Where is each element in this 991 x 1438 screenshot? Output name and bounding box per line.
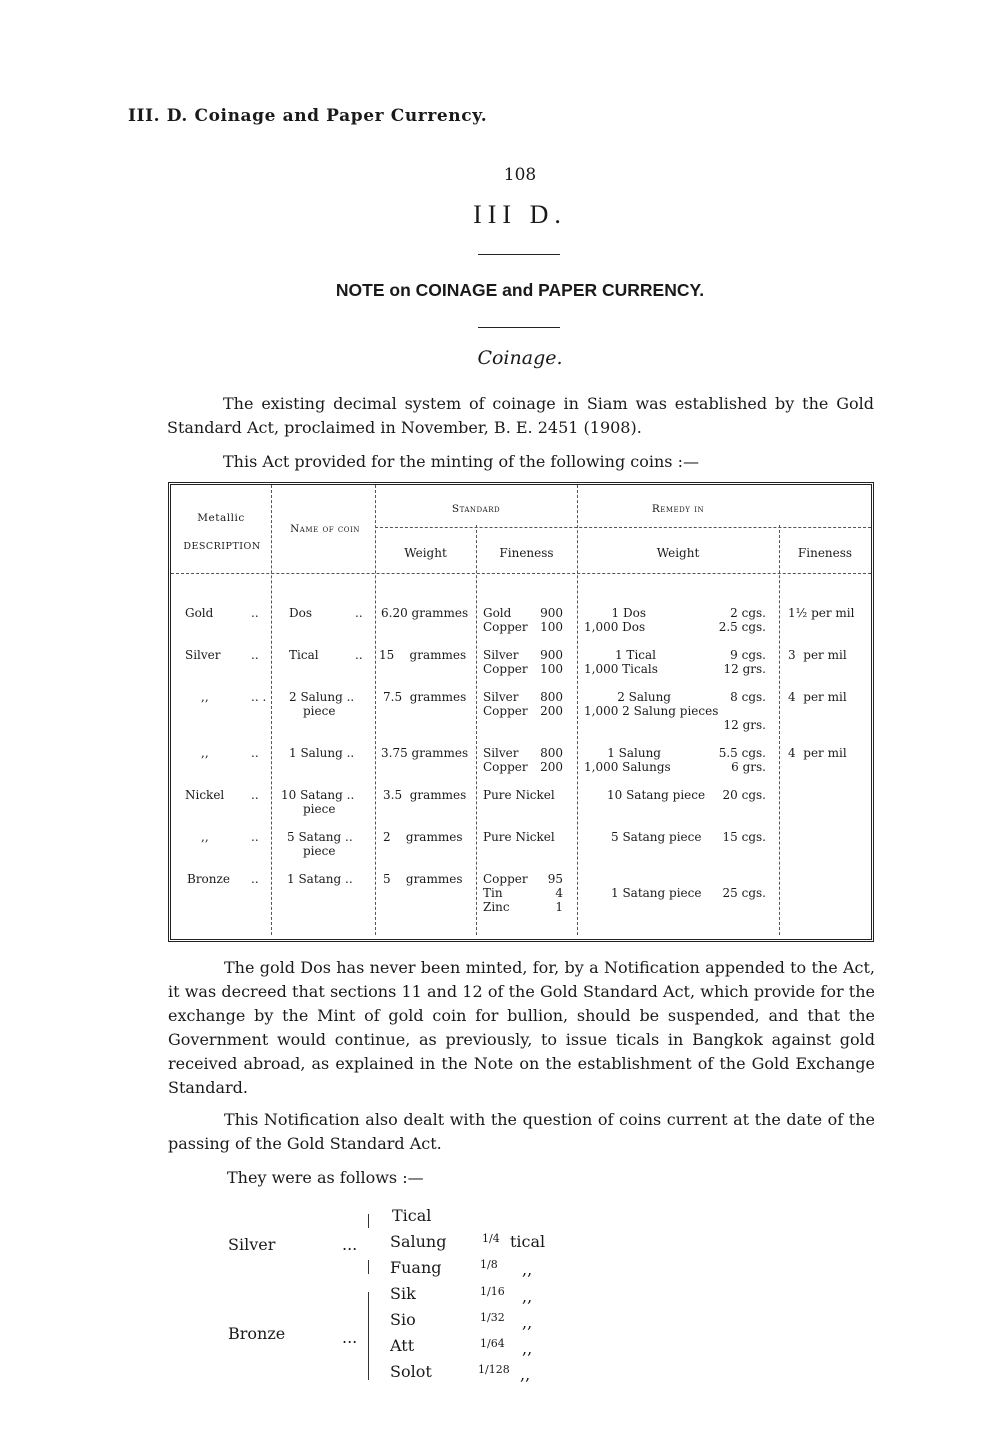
coinage-table (168, 482, 874, 942)
cell-remedy-weight-label: 1 Satang piece (611, 886, 702, 900)
cell-dots: .. (355, 606, 363, 620)
body-paragraph: They were as follows :— (227, 1168, 424, 1187)
header-metallic: Metallic (197, 512, 245, 524)
divider-rule (478, 254, 560, 255)
header-remedy-weight: Weight (656, 546, 700, 560)
cell-metal: ,, (201, 830, 209, 844)
cell-remedy-weight-value: 12 grs. (723, 718, 766, 732)
cell-coin-name: 5 Satang .. (287, 830, 353, 844)
bronze-brace (368, 1292, 369, 1380)
section-label: III D. (473, 200, 567, 229)
silver-brace (368, 1260, 369, 1274)
column-divider (476, 525, 477, 935)
header-weight: Weight (404, 546, 447, 560)
divider-rule (478, 327, 560, 328)
cell-remedy-weight-label: 1 Dos (611, 606, 646, 620)
cell-metal: Bronze (187, 872, 230, 886)
cell-dots: .. (251, 872, 259, 886)
cell-coin-name: Dos (289, 606, 313, 620)
intro-paragraph-2: This Act provided for the minting of the following coins :— (223, 452, 699, 471)
coin-unit: ,, (522, 1339, 533, 1358)
cell-fine-value: 800 (540, 746, 563, 760)
cell-fine-metal: Pure Nickel (483, 830, 555, 844)
cell-weight: 3.75 grammes (381, 746, 469, 760)
cell-dots: .. . (251, 690, 267, 704)
cell-coin-name: Tical (289, 648, 319, 662)
coin-name: Fuang (390, 1258, 442, 1277)
cell-fine-metal: Copper (483, 872, 528, 886)
cell-fine-value: 100 (540, 620, 563, 634)
cell-remedy-weight-label: 1,000 2 Salung pieces (584, 704, 719, 718)
cell-dots: .. (251, 606, 259, 620)
body-paragraph: The gold Dos has never been minted, for, by a Notification appended to the Act, it was decreed that sections 11 and 12 of the Gold Standard Act, which provide for the exchange by the Mint of gold coin for bullion, should be suspended, and that the Government would continue, as previously, to issue ticals in Bangkok against gold received abroad, as explained in the Note on the establishment of the Gold Exchange Standard. (168, 958, 875, 1097)
coin-fraction: 1/128 (478, 1363, 510, 1376)
silver-label: Silver (228, 1235, 276, 1254)
cell-coin-name: 1 Salung .. (289, 746, 355, 760)
body-paragraph: This Notification also dealt with the question of coins current at the date of the passing of the Gold Standard Act. (168, 1110, 875, 1153)
cell-weight: 3.5 grammes (383, 788, 467, 802)
coin-unit: ,, (522, 1313, 533, 1332)
cell-remedy-weight-value: 5.5 cgs. (718, 746, 766, 760)
cell-remedy-weight-value: 9 cgs. (730, 648, 766, 662)
cell-weight: 7.5 grammes (383, 690, 467, 704)
coin-name: Sik (390, 1284, 416, 1303)
cell-coin-name-cont: piece (303, 844, 336, 858)
cell-remedy-weight-label: 1 Tical (614, 648, 656, 662)
running-head: III. D. Coinage and Paper Currency. (128, 106, 488, 126)
header-name-of-coin: Name of coin (290, 523, 360, 535)
cell-fine-metal: Copper (483, 760, 528, 774)
cell-fine-value: 4 (555, 886, 563, 900)
cell-dots: .. (355, 648, 363, 662)
header-description: DESCRIPTION (183, 541, 261, 552)
coin-name: Tical (392, 1206, 432, 1225)
cell-remedy-weight-label: 1,000 Ticals (584, 662, 658, 676)
coin-name: Salung (390, 1232, 447, 1251)
cell-remedy-weight-value: 6 grs. (731, 760, 766, 774)
cell-fine-metal: Copper (483, 620, 528, 634)
cell-fine-value: 100 (540, 662, 563, 676)
coin-fraction: 1/32 (480, 1311, 505, 1324)
cell-remedy-weight-label: 1,000 Dos (584, 620, 646, 634)
coin-fraction: 1/8 (480, 1258, 498, 1271)
coin-fraction: 1/64 (480, 1337, 505, 1350)
cell-dots: .. (251, 788, 259, 802)
cell-dots: .. (251, 830, 259, 844)
cell-remedy-weight-label: 1,000 Salungs (584, 760, 671, 774)
cell-fine-value: 200 (540, 760, 563, 774)
note-title: NOTE on COINAGE and PAPER CURRENCY. (335, 280, 705, 300)
cell-fine-value: 900 (540, 648, 563, 662)
intro-paragraph: The existing decimal system of coinage in Siam was established by the Gold Standard Act, proclaimed in November, B. E. 2451 (1908). (167, 394, 874, 437)
leader-dots: ... (342, 1328, 358, 1347)
cell-metal: Gold (185, 606, 214, 620)
cell-remedy-fineness: 3 per mil (788, 648, 847, 662)
cell-fine-metal: Silver (483, 690, 519, 704)
header-standard: Standard (451, 503, 501, 515)
coin-unit: tical (510, 1232, 546, 1251)
page-number: 108 (503, 165, 537, 185)
subtitle: Coinage. (477, 347, 563, 369)
leader-dots: ... (342, 1235, 358, 1254)
cell-dots: .. (251, 648, 259, 662)
header-remedy-fineness: Fineness (797, 546, 853, 560)
header-rule (171, 573, 871, 574)
cell-remedy-weight-label: 5 Satang piece (611, 830, 702, 844)
cell-metal: ,, (201, 690, 209, 704)
column-divider (271, 485, 272, 935)
header-remedy-in: Remedy in (651, 503, 705, 515)
cell-remedy-weight-value: 25 cgs. (722, 886, 766, 900)
cell-remedy-weight-value: 8 cgs. (730, 690, 766, 704)
header-fineness: Fineness (499, 546, 554, 560)
cell-remedy-weight-value: 15 cgs. (722, 830, 766, 844)
cell-remedy-fineness: 1½ per mil (788, 606, 855, 620)
cell-metal: ,, (201, 746, 209, 760)
coin-fraction: 1/16 (480, 1285, 505, 1298)
cell-fine-metal: Copper (483, 662, 528, 676)
coin-name: Sio (390, 1310, 416, 1329)
coin-fraction: 1/4 (482, 1232, 500, 1245)
cell-fine-metal: Silver (483, 746, 519, 760)
cell-remedy-weight-value: 2 cgs. (730, 606, 766, 620)
coin-unit: ,, (522, 1287, 533, 1306)
cell-coin-name: 1 Satang .. (287, 872, 353, 886)
cell-coin-name-cont: piece (303, 704, 336, 718)
silver-brace (368, 1214, 369, 1228)
header-rule (375, 527, 871, 528)
cell-fine-metal: Gold (483, 606, 512, 620)
cell-fine-metal: Zinc (483, 900, 510, 914)
coin-name: Att (390, 1336, 415, 1355)
cell-remedy-weight-label: 1 Salung (607, 746, 661, 760)
cell-fine-metal: Copper (483, 704, 528, 718)
column-divider (779, 525, 780, 935)
cell-remedy-weight-value: 2.5 cgs. (718, 620, 766, 634)
cell-weight: 6.20 grammes (381, 606, 469, 620)
coin-unit: ,, (522, 1260, 533, 1279)
coin-unit: ,, (520, 1365, 531, 1384)
cell-remedy-fineness: 4 per mil (788, 746, 847, 760)
cell-fine-metal: Pure Nickel (483, 788, 555, 802)
cell-dots: .. (251, 746, 259, 760)
cell-weight: 5 grammes (383, 872, 463, 886)
cell-fine-metal: Tin (483, 886, 503, 900)
cell-metal: Silver (185, 648, 221, 662)
cell-remedy-weight-label: 10 Satang piece (607, 788, 706, 802)
cell-fine-value: 95 (547, 872, 563, 886)
cell-remedy-fineness: 4 per mil (788, 690, 847, 704)
cell-coin-name-cont: piece (303, 802, 336, 816)
cell-weight: 2 grammes (383, 830, 463, 844)
cell-remedy-weight-label: 2 Salung (617, 690, 671, 704)
cell-weight: 15 grammes (379, 648, 467, 662)
cell-metal: Nickel (185, 788, 225, 802)
cell-remedy-weight-value: 12 grs. (723, 662, 766, 676)
bronze-label: Bronze (228, 1324, 286, 1343)
cell-coin-name: 2 Salung .. (289, 690, 355, 704)
cell-fine-value: 900 (540, 606, 563, 620)
cell-fine-value: 200 (540, 704, 563, 718)
cell-coin-name: 10 Satang .. (281, 788, 355, 802)
cell-fine-value: 1 (555, 900, 563, 914)
coin-name: Solot (390, 1362, 432, 1381)
cell-remedy-weight-value: 20 cgs. (722, 788, 766, 802)
cell-fine-value: 800 (540, 690, 563, 704)
cell-fine-metal: Silver (483, 648, 519, 662)
